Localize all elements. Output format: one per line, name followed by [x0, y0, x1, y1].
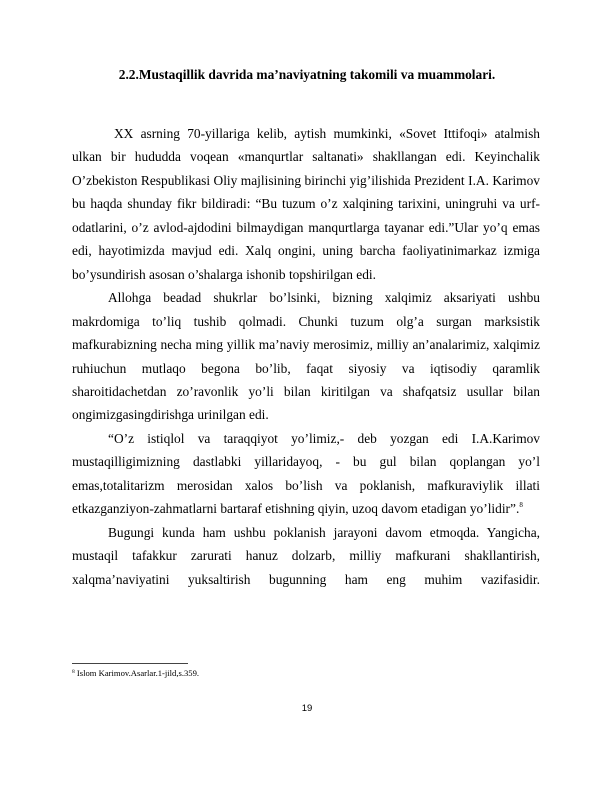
- paragraph-3: [72, 427, 540, 521]
- footnote-separator: [72, 663, 188, 664]
- section-heading: 2.2.Mustaqillik davrida ma’naviyatning takomili va muammolari.: [118, 67, 496, 82]
- footnote-reference[interactable]: 8: [519, 501, 523, 510]
- paragraph-3-text: “O’z istiqlol va taraqqiyot yo’limiz,- deb yozgan edi I.A.Karimov mustaqilligimizning dastlabki yillaridayoq, - bu gul bilan qoplangan yo’l emas,totalitarizm merosidan xalos bo’lish va poklanish, mafkuraviylik illati etkazganziyon-zahmatlarni bartaraf etishning qiyin, uzoq davom etadigan yo’lidir”.: [72, 430, 540, 517]
- paragraph-1: XX asrning 70-yillariga kelib, aytish mumkinki, «Sovet Ittifoqi» atalmish ulkan bir hududda voqean «manqurtlar saltanati» shakllangan edi. Keyinchalik O’zbekiston Respublikasi Oliy majlisining birinchi yig’ilishida Prezident I.A. Karimov bu haqda shunday fikr bildiradi: “Bu tuzum o’z xalqining tarixini, uningruhi va urf-odatlarini, o’z avlod-ajdodini bilmaydigan manqurtlarga tayanar edi.”Ular yo’q emas edi, hayotimizda mavjud edi. Xalq ongini, uning barcha faoliyatinimarkaz izmiga bo’ysundirish asosan o’shalarga ishonib topshirilgan edi.: [72, 126, 540, 282]
- paragraph-2: Allohga beadad shukrlar bo’lsinki, bizning xalqimiz aksariyati ushbu makrdomiga to’liq tushib qolmadi. Chunki tuzum olg’a surgan marksistik mafkurabizning necha ming yillik ma’naviy merosimiz, milliy an’analarimiz, xalqimiz ruhiuchun mutlaqo begona bo’lib, faqat siyosiy va iqtisodiy qaramlik sharoitidachetdan zo’ravonlik yo’li bilan kiritilgan va shafqatsiz usullar bilan ongimizgasingdirishga urinilgan edi.: [72, 290, 540, 423]
- page-number: 19: [301, 703, 313, 714]
- footnote-text: Islom Karimov.Asarlar.1-jild,s.359.: [76, 668, 200, 678]
- footnote-number: 8: [72, 669, 75, 675]
- paragraph-4: Bugungi kunda ham ushbu poklanish jarayoni davom etmoqda. Yangicha, mustaqil tafakkur zarurati hanuz dolzarb, milliy mafkurani shakllantirish, xalqma’naviyatini yuksaltirish bugunning ham eng muhim vazifasidir.: [72, 524, 540, 587]
- body-text: [72, 122, 540, 591]
- footnote: [72, 668, 199, 679]
